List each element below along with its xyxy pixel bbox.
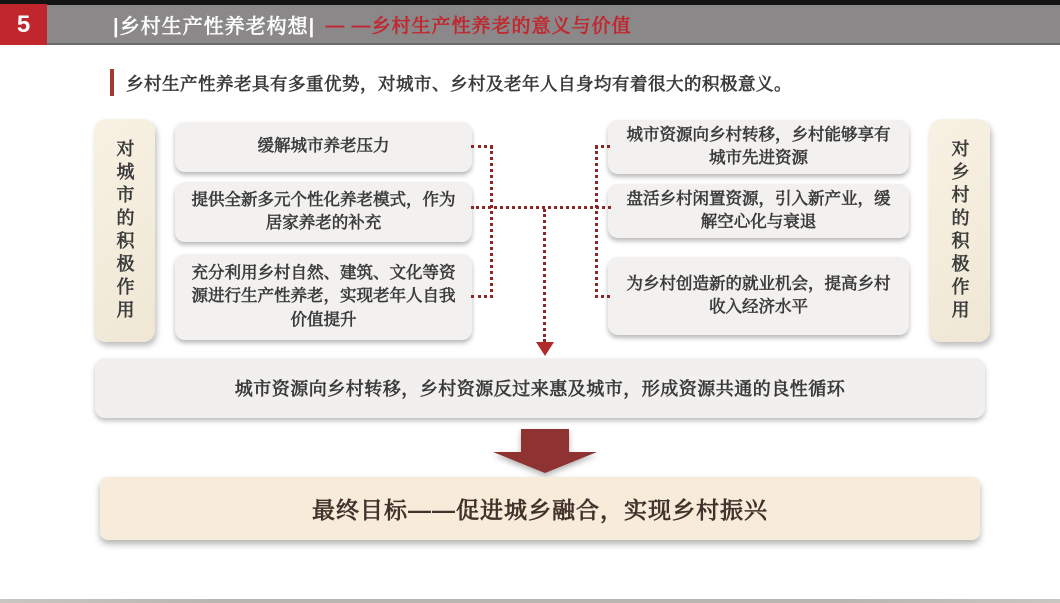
intro-accent-bar [110, 69, 114, 96]
connector-right-vertical [595, 146, 598, 298]
connector-right-stub-top [595, 145, 610, 148]
village-benefits-label-text: 对乡村的积极作用 [949, 138, 970, 323]
village-benefit-box-2: 盘活乡村闲置资源，引入新产业，缓解空心化与衰退 [608, 184, 909, 238]
page-number-badge [0, 4, 47, 45]
intro-text: 乡村生产性养老具有多重优势，对城市、乡村及老年人自身均有着很大的积极意义。 [126, 74, 792, 94]
village-benefit-box-1: 城市资源向乡村转移，乡村能够享有城市先进资源 [608, 120, 909, 174]
city-benefits-label [94, 119, 155, 342]
down-arrow-head [493, 452, 597, 473]
connector-right-stub-bottom [595, 295, 610, 298]
header-title: |乡村生产性养老构想| [113, 15, 316, 38]
page-number: 5 [16, 10, 31, 38]
city-benefit-box-3: 充分利用乡村自然、建筑、文化等资源进行生产性养老，实现老年人自我价值提升 [175, 254, 472, 340]
city-benefit-box-1: 缓解城市养老压力 [175, 122, 472, 172]
connector-left-vertical [490, 146, 493, 298]
village-benefit-box-3: 为乡村创造新的就业机会，提高乡村收入经济水平 [608, 257, 909, 335]
down-arrow-stem [521, 429, 569, 453]
city-benefits-label-text: 对城市的积极作用 [114, 138, 135, 323]
cycle-statement-box: 城市资源向乡村转移，乡村资源反过来惠及城市，形成资源共通的良性循环 [95, 358, 985, 418]
photo-bottom-edge [0, 599, 1060, 603]
header-bar [47, 5, 1060, 45]
city-benefit-box-2: 提供全新多元个性化养老模式，作为居家养老的补充 [175, 182, 472, 242]
connector-main-horizontal [471, 206, 611, 209]
final-goal-box: 最终目标——促进城乡融合，实现乡村振兴 [100, 477, 980, 540]
header-subtitle: — —乡村生产性养老的意义与价值 [325, 15, 632, 37]
connector-arrowhead-icon [536, 342, 554, 356]
connector-center-vertical [543, 209, 546, 342]
village-benefits-label [929, 119, 990, 342]
